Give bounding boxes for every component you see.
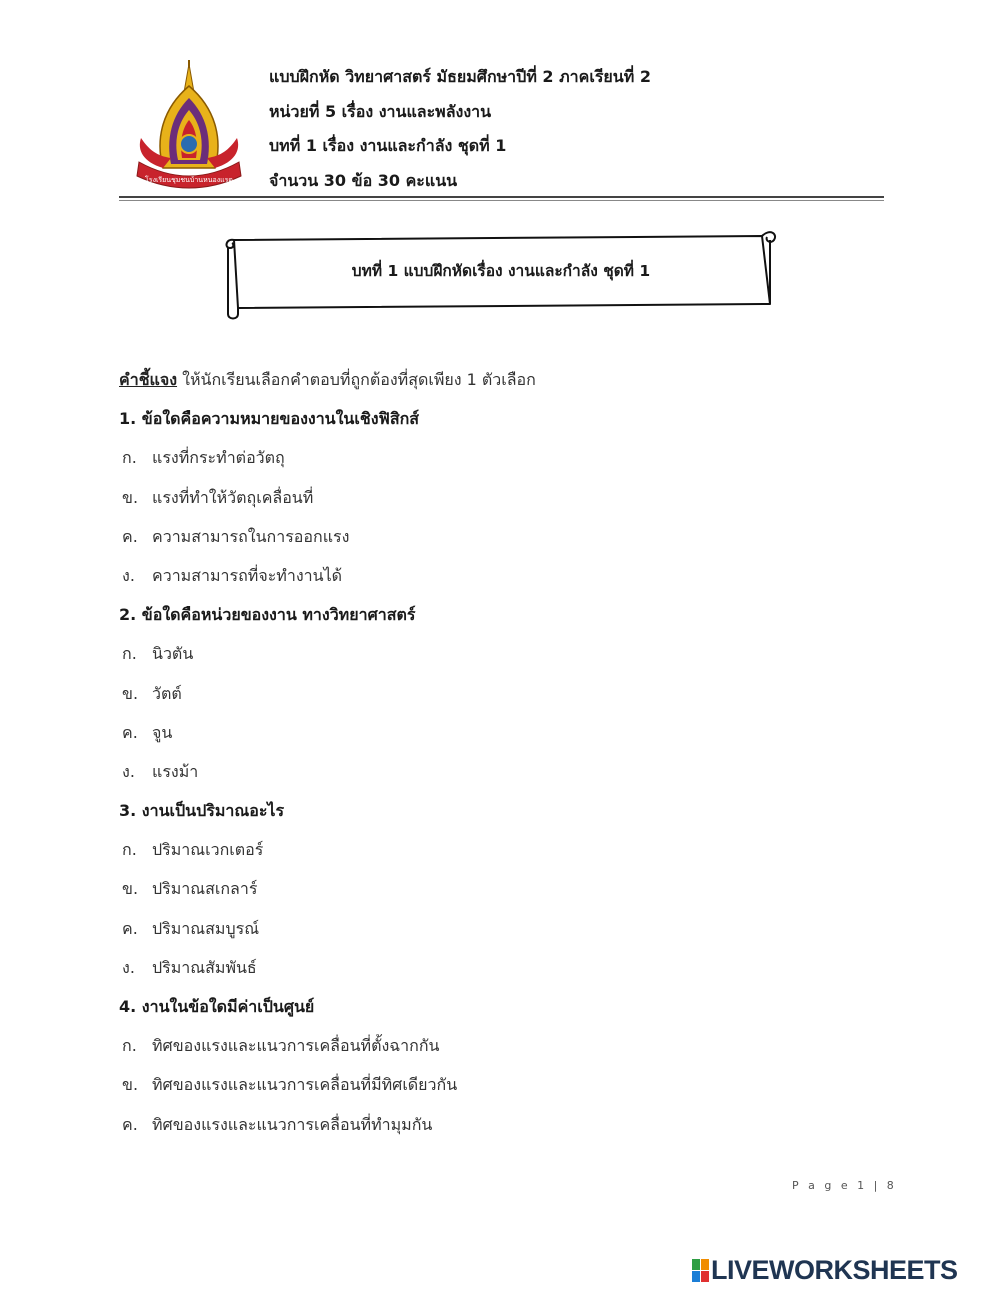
header-divider-thin bbox=[119, 200, 884, 201]
option-letter: ก. bbox=[122, 644, 137, 664]
option-text: จูน bbox=[152, 722, 173, 742]
answer-option[interactable] bbox=[119, 1032, 879, 1071]
option-letter: ข. bbox=[122, 879, 139, 899]
option-text: ทิศของแรงและแนวการเคลื่อนที่ตั้งฉากกัน bbox=[152, 1036, 440, 1056]
option-letter: ค. bbox=[122, 918, 138, 938]
option-text: ปริมาณเวกเตอร์ bbox=[152, 840, 264, 860]
option-text: วัตต์ bbox=[152, 683, 182, 703]
answer-option[interactable] bbox=[119, 680, 879, 719]
question-1: 1. ข้อใดคือความหมายของงานในเชิงฟิสิกส์ bbox=[119, 409, 420, 429]
option-text: ความสามารถในการออกแรง bbox=[152, 526, 350, 546]
option-text: ความสามารถที่จะทำงานได้ bbox=[152, 565, 342, 585]
liveworksheets-logo-icon bbox=[692, 1259, 709, 1282]
option-text: ทิศของแรงและแนวการเคลื่อนที่ทำมุมกัน bbox=[152, 1114, 433, 1134]
option-letter: ข. bbox=[122, 487, 139, 507]
answer-option[interactable] bbox=[119, 484, 879, 523]
question-3: 3. งานเป็นปริมาณอะไร bbox=[119, 801, 285, 821]
option-text: นิวตัน bbox=[152, 644, 194, 664]
answer-option[interactable] bbox=[119, 836, 879, 875]
instructions-text: ให้นักเรียนเลือกคำตอบที่ถูกต้องที่สุดเพียง 1 ตัวเลือก bbox=[182, 370, 536, 389]
worksheet-title: บทที่ 1 แบบฝึกหัดเรื่อง งานและกำลัง ชุดที่ 1 bbox=[351, 262, 651, 280]
answer-option[interactable] bbox=[119, 1071, 879, 1110]
header-line-lesson: บทที่ 1 เรื่อง งานและกำลัง ชุดที่ 1 bbox=[269, 136, 507, 155]
option-text: แรงที่ทำให้วัตถุเคลื่อนที่ bbox=[152, 487, 314, 507]
header-line-count: จำนวน 30 ข้อ 30 คะแนน bbox=[269, 170, 458, 190]
liveworksheets-wordmark: LIVEWORKSHEETS bbox=[711, 1254, 958, 1285]
answer-option[interactable] bbox=[119, 875, 879, 914]
option-text: ทิศของแรงและแนวการเคลื่อนที่มีทิศเดียวกัน bbox=[152, 1075, 458, 1095]
answer-option[interactable] bbox=[119, 523, 879, 562]
header-line-subject: แบบฝึกหัด วิทยาศาสตร์ มัธยมศึกษาปีที่ 2 ภาคเรียนที่ 2 bbox=[269, 67, 651, 86]
school-logo bbox=[133, 58, 245, 192]
option-letter: ก. bbox=[122, 1036, 137, 1056]
answer-option[interactable] bbox=[119, 758, 879, 797]
option-letter: ง. bbox=[122, 565, 135, 585]
option-text: ปริมาณสเกลาร์ bbox=[152, 879, 258, 899]
option-letter: ข. bbox=[122, 1075, 139, 1095]
header-line-unit: หน่วยที่ 5 เรื่อง งานและพลังงาน bbox=[269, 101, 492, 121]
answer-option[interactable] bbox=[119, 640, 879, 679]
answer-option[interactable] bbox=[119, 444, 879, 483]
answer-option[interactable] bbox=[119, 1111, 879, 1150]
question-2: 2. ข้อใดคือหน่วยของงาน ทางวิทยาศาสตร์ bbox=[119, 605, 416, 625]
logo-text: โรงเรียนชุมชนบ้านหนองแรด bbox=[145, 176, 233, 184]
worksheet-content bbox=[119, 366, 879, 1150]
liveworksheets-brand[interactable] bbox=[692, 1254, 958, 1286]
option-letter: ข. bbox=[122, 683, 139, 703]
option-letter: ค. bbox=[122, 526, 138, 546]
answer-option[interactable] bbox=[119, 915, 879, 954]
question-4: 4. งานในข้อใดมีค่าเป็นศูนย์ bbox=[119, 997, 315, 1016]
page-number: P a g e 1 | 8 bbox=[792, 1179, 897, 1192]
option-letter: ค. bbox=[122, 1114, 138, 1134]
instructions-label: คำชี้แจง bbox=[119, 370, 178, 389]
option-letter: ง. bbox=[122, 957, 135, 977]
answer-option[interactable] bbox=[119, 719, 879, 758]
option-text: แรงม้า bbox=[152, 761, 199, 781]
header-divider bbox=[119, 196, 884, 198]
answer-option[interactable] bbox=[119, 954, 879, 993]
option-text: ปริมาณสัมพันธ์ bbox=[152, 957, 257, 977]
option-text: แรงที่กระทำต่อวัตถุ bbox=[152, 448, 285, 468]
option-letter: ก. bbox=[122, 448, 137, 468]
option-letter: ก. bbox=[122, 840, 137, 860]
option-text: ปริมาณสมบูรณ์ bbox=[152, 918, 260, 938]
option-letter: ค. bbox=[122, 722, 138, 742]
instructions bbox=[119, 366, 879, 405]
option-letter: ง. bbox=[122, 761, 135, 781]
answer-option[interactable] bbox=[119, 562, 879, 601]
document-header bbox=[269, 60, 651, 198]
